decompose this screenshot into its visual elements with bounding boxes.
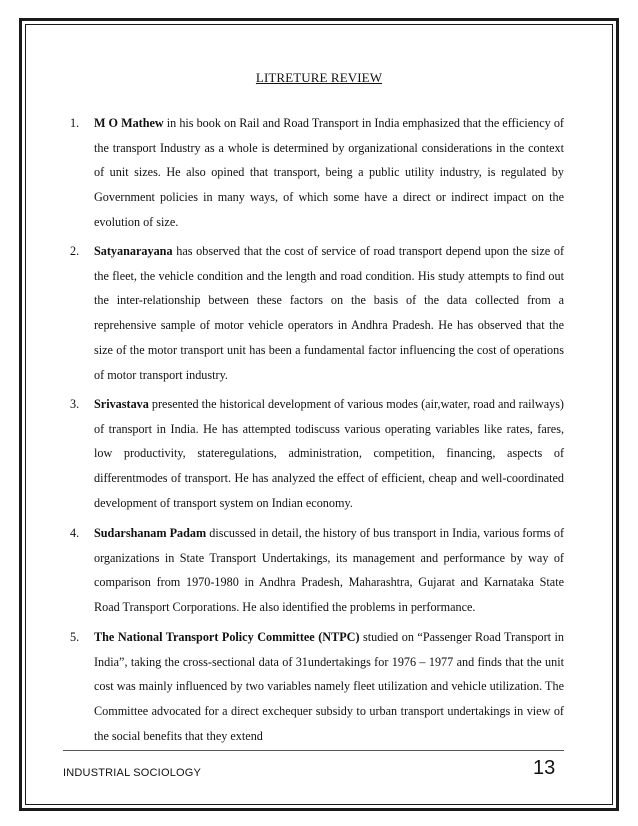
author-name: The National Transport Policy Committee (NTPC) xyxy=(94,630,360,644)
item-number: 2. xyxy=(70,244,80,258)
item-text xyxy=(94,111,564,235)
item-text xyxy=(94,239,564,387)
item-body: in his book on Rail and Road Transport in India emphasized that the efficiency of the transport Industry as a whole is determined by organizational considerations in the context of unit sizes. He also opined that transport, being a public utility industry, is regulated by Government policies in many ways, of which some have a direct or indirect impact on the evolution of size. xyxy=(94,116,564,229)
page-number: 13 xyxy=(533,757,556,779)
item-text xyxy=(94,521,564,620)
author-name: Sudarshanam Padam xyxy=(94,526,207,540)
author-name: M O Mathew xyxy=(94,116,164,130)
page-title: LITRETURE REVIEW xyxy=(255,70,383,85)
item-text xyxy=(94,625,564,749)
item-number: 3. xyxy=(70,397,80,411)
footer-label: INDUSTRIAL SOCIOLOGY xyxy=(63,767,202,779)
item-number: 1. xyxy=(70,116,80,130)
footer-divider xyxy=(63,750,564,751)
author-name: Satyanarayana xyxy=(94,244,173,258)
item-body: discussed in detail, the history of bus transport in India, various forms of organizations in State Transport Undertakings, its management and performance by way of comparison from 1970-1980 in Andhra Pradesh, Maharashtra, Gujarat and Karnataka State Road Transport Corporations. He also identified the problems in performance. xyxy=(94,526,564,615)
item-body: presented the historical development of various modes (air,water, road and railways) of transport in India. He has attempted todiscuss various operating variables like rates, fares, low productivity, stateregulations, administration, competition, financing, aspects of differentmodes of transport. He has analyzed the effect of efficient, cheap and well-coordinated development of transport system on Indian economy. xyxy=(94,397,564,510)
item-number: 5. xyxy=(70,630,80,644)
item-text xyxy=(94,392,564,516)
item-number: 4. xyxy=(70,526,80,540)
author-name: Srivastava xyxy=(94,397,149,411)
item-body: has observed that the cost of service of road transport depend upon the size of the fleet, the vehicle condition and the length and road condition. His study attempts to find out the inter-relationship between these factors on the basis of the data collected from a reprehensive sample of motor vehicle operators in Andhra Pradesh. He has observed that the size of the motor transport unit has been a fundamental factor influencing the cost of operations of motor transport industry. xyxy=(94,244,564,382)
item-body: studied on “Passenger Road Transport in India”, taking the cross-sectional data of 31undertakings for 1976 – 1977 and finds that the unit cost was mainly influenced by two variables namely fleet utilization and vehicle utilization. The Committee advocated for a direct exchequer subsidy to urban transport undertakings in view of the social benefits that they extend xyxy=(94,630,564,743)
